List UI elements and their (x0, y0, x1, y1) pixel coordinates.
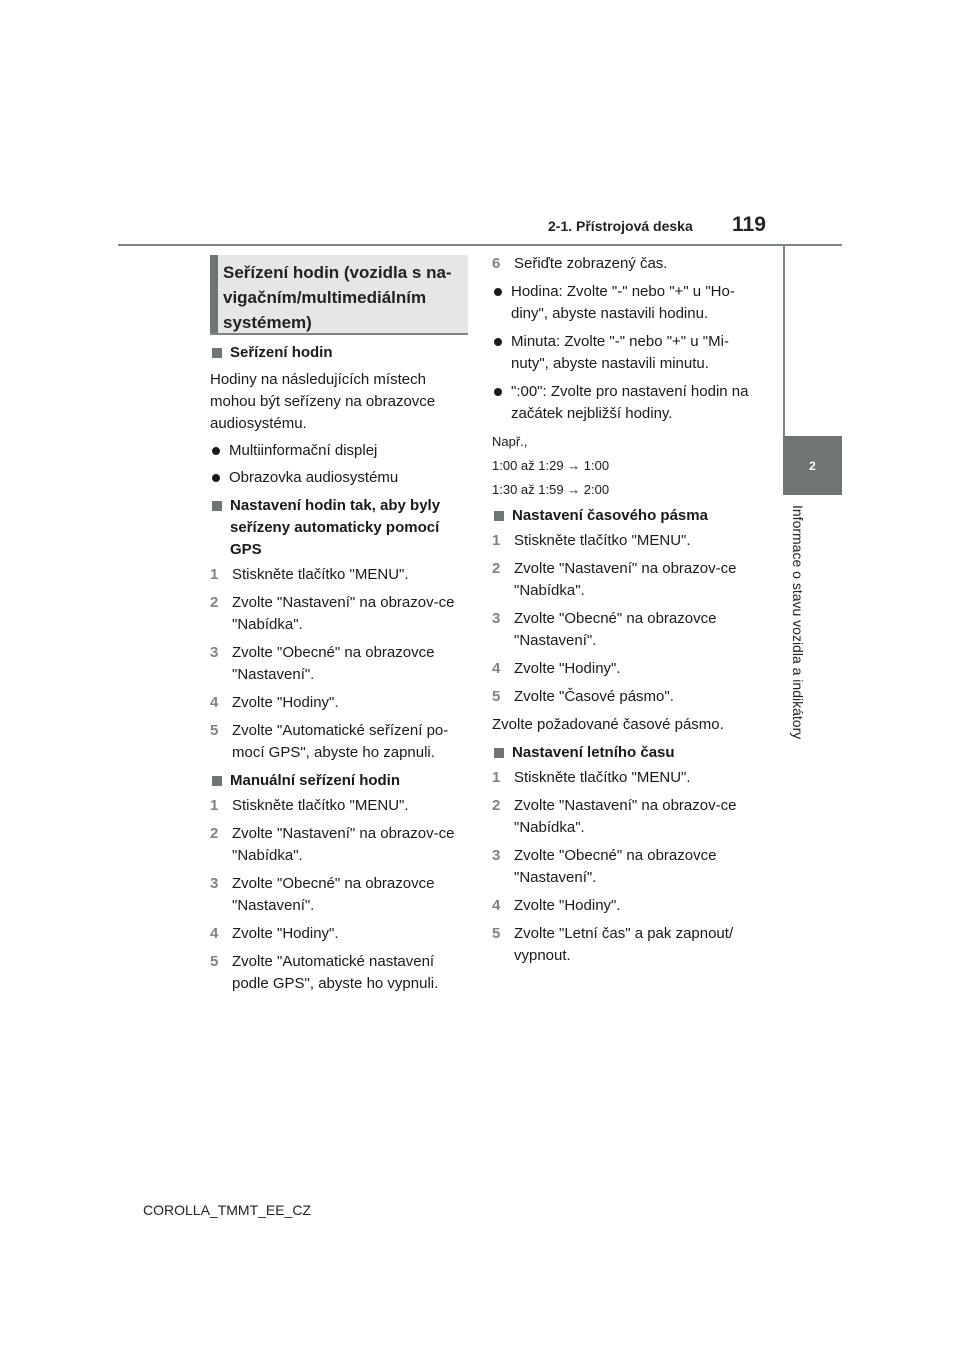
chapter-title: Informace o stavu vozidla a indikátory (790, 505, 806, 740)
step: 1 Stiskněte tlačítko "MENU". (210, 566, 409, 583)
step: 4 Zvolte "Hodiny". (492, 660, 621, 677)
right-column (492, 253, 754, 967)
page-number: 119 (732, 213, 766, 236)
section-title: Seřízení hodin (vozidla s na-vigačním/multimediálním systémem) (223, 263, 452, 332)
footer-code: COROLLA_TMMT_EE_CZ (143, 1202, 312, 1218)
square-bullet-icon (212, 776, 222, 786)
left-column (210, 342, 468, 995)
square-bullet-icon (212, 501, 222, 511)
bullet-icon (494, 388, 502, 396)
subheading: Nastavení časového pásma (492, 505, 754, 527)
step: 1 Stiskněte tlačítko "MENU". (210, 797, 409, 814)
list-item: Hodina: Zvolte "-" nebo "+" u "Ho-diny", abyste nastavili hodinu. (492, 281, 754, 325)
square-bullet-icon (494, 511, 504, 521)
step: 3 Zvolte "Obecné" na obrazovce "Nastavení". (492, 847, 717, 886)
list-item: Obrazovka audiosystému (210, 467, 468, 489)
running-header: 2-1. Přístrojová deska (548, 218, 693, 234)
list-item: Minuta: Zvolte "-" nebo "+" u "Mi-nuty", abyste nastavili minutu. (492, 331, 754, 375)
example-line: 1:00 až 1:29 → 1:00 (492, 458, 610, 473)
subheading: Nastavení letního času (492, 742, 754, 764)
step: 4 Zvolte "Hodiny". (492, 897, 621, 914)
step: 6 Seřiďte zobrazený čas. (492, 255, 668, 272)
subheading: Seřízení hodin (210, 342, 468, 364)
step: 3 Zvolte "Obecné" na obrazovce "Nastavení". (492, 610, 717, 649)
section-title-box (210, 255, 468, 335)
step: 5 Zvolte "Automatické nastavení podle GPS", abyste ho vypnuli. (210, 953, 439, 992)
subheading: Manuální seřízení hodin (210, 770, 468, 792)
chapter-tab: 2 (783, 436, 842, 495)
step: 5 Zvolte "Letní čas" a pak zapnout/ vypnout. (492, 925, 734, 964)
step: 4 Zvolte "Hodiny". (210, 694, 339, 711)
bullet-icon (212, 447, 220, 455)
step: 2 Zvolte "Nastavení" na obrazov-ce "Nabídka". (210, 594, 455, 633)
header-rule (118, 244, 842, 246)
step: 5 Zvolte "Automatické seřízení po-mocí GPS", abyste ho zapnuli. (210, 722, 449, 761)
square-bullet-icon (494, 748, 504, 758)
example-label: Např., (492, 434, 528, 449)
paragraph: Zvolte požadované časové pásmo. (492, 716, 724, 733)
step: 2 Zvolte "Nastavení" na obrazov-ce "Nabídka". (492, 797, 737, 836)
bullet-icon (494, 338, 502, 346)
list-item: Multiinformační displej (210, 440, 468, 462)
example-line: 1:30 až 1:59 → 2:00 (492, 482, 610, 497)
step: 2 Zvolte "Nastavení" na obrazov-ce "Nabídka". (210, 825, 455, 864)
bullet-icon (212, 474, 220, 482)
step: 4 Zvolte "Hodiny". (210, 925, 339, 942)
list-item: ":00": Zvolte pro nastavení hodin na začátek nejbližší hodiny. (492, 381, 754, 425)
step: 3 Zvolte "Obecné" na obrazovce "Nastavení". (210, 875, 435, 914)
step: 5 Zvolte "Časové pásmo". (492, 688, 674, 705)
subheading: Nastavení hodin tak, aby byly seřízeny automaticky pomocí GPS (210, 495, 468, 561)
step: 1 Stiskněte tlačítko "MENU". (492, 532, 691, 549)
square-bullet-icon (212, 348, 222, 358)
step: 1 Stiskněte tlačítko "MENU". (492, 769, 691, 786)
bullet-icon (494, 288, 502, 296)
step: 2 Zvolte "Nastavení" na obrazov-ce "Nabídka". (492, 560, 737, 599)
paragraph: Hodiny na následujících místech mohou být seřízeny na obrazovce audiosystému. (210, 371, 436, 432)
step: 3 Zvolte "Obecné" na obrazovce "Nastavení". (210, 644, 435, 683)
